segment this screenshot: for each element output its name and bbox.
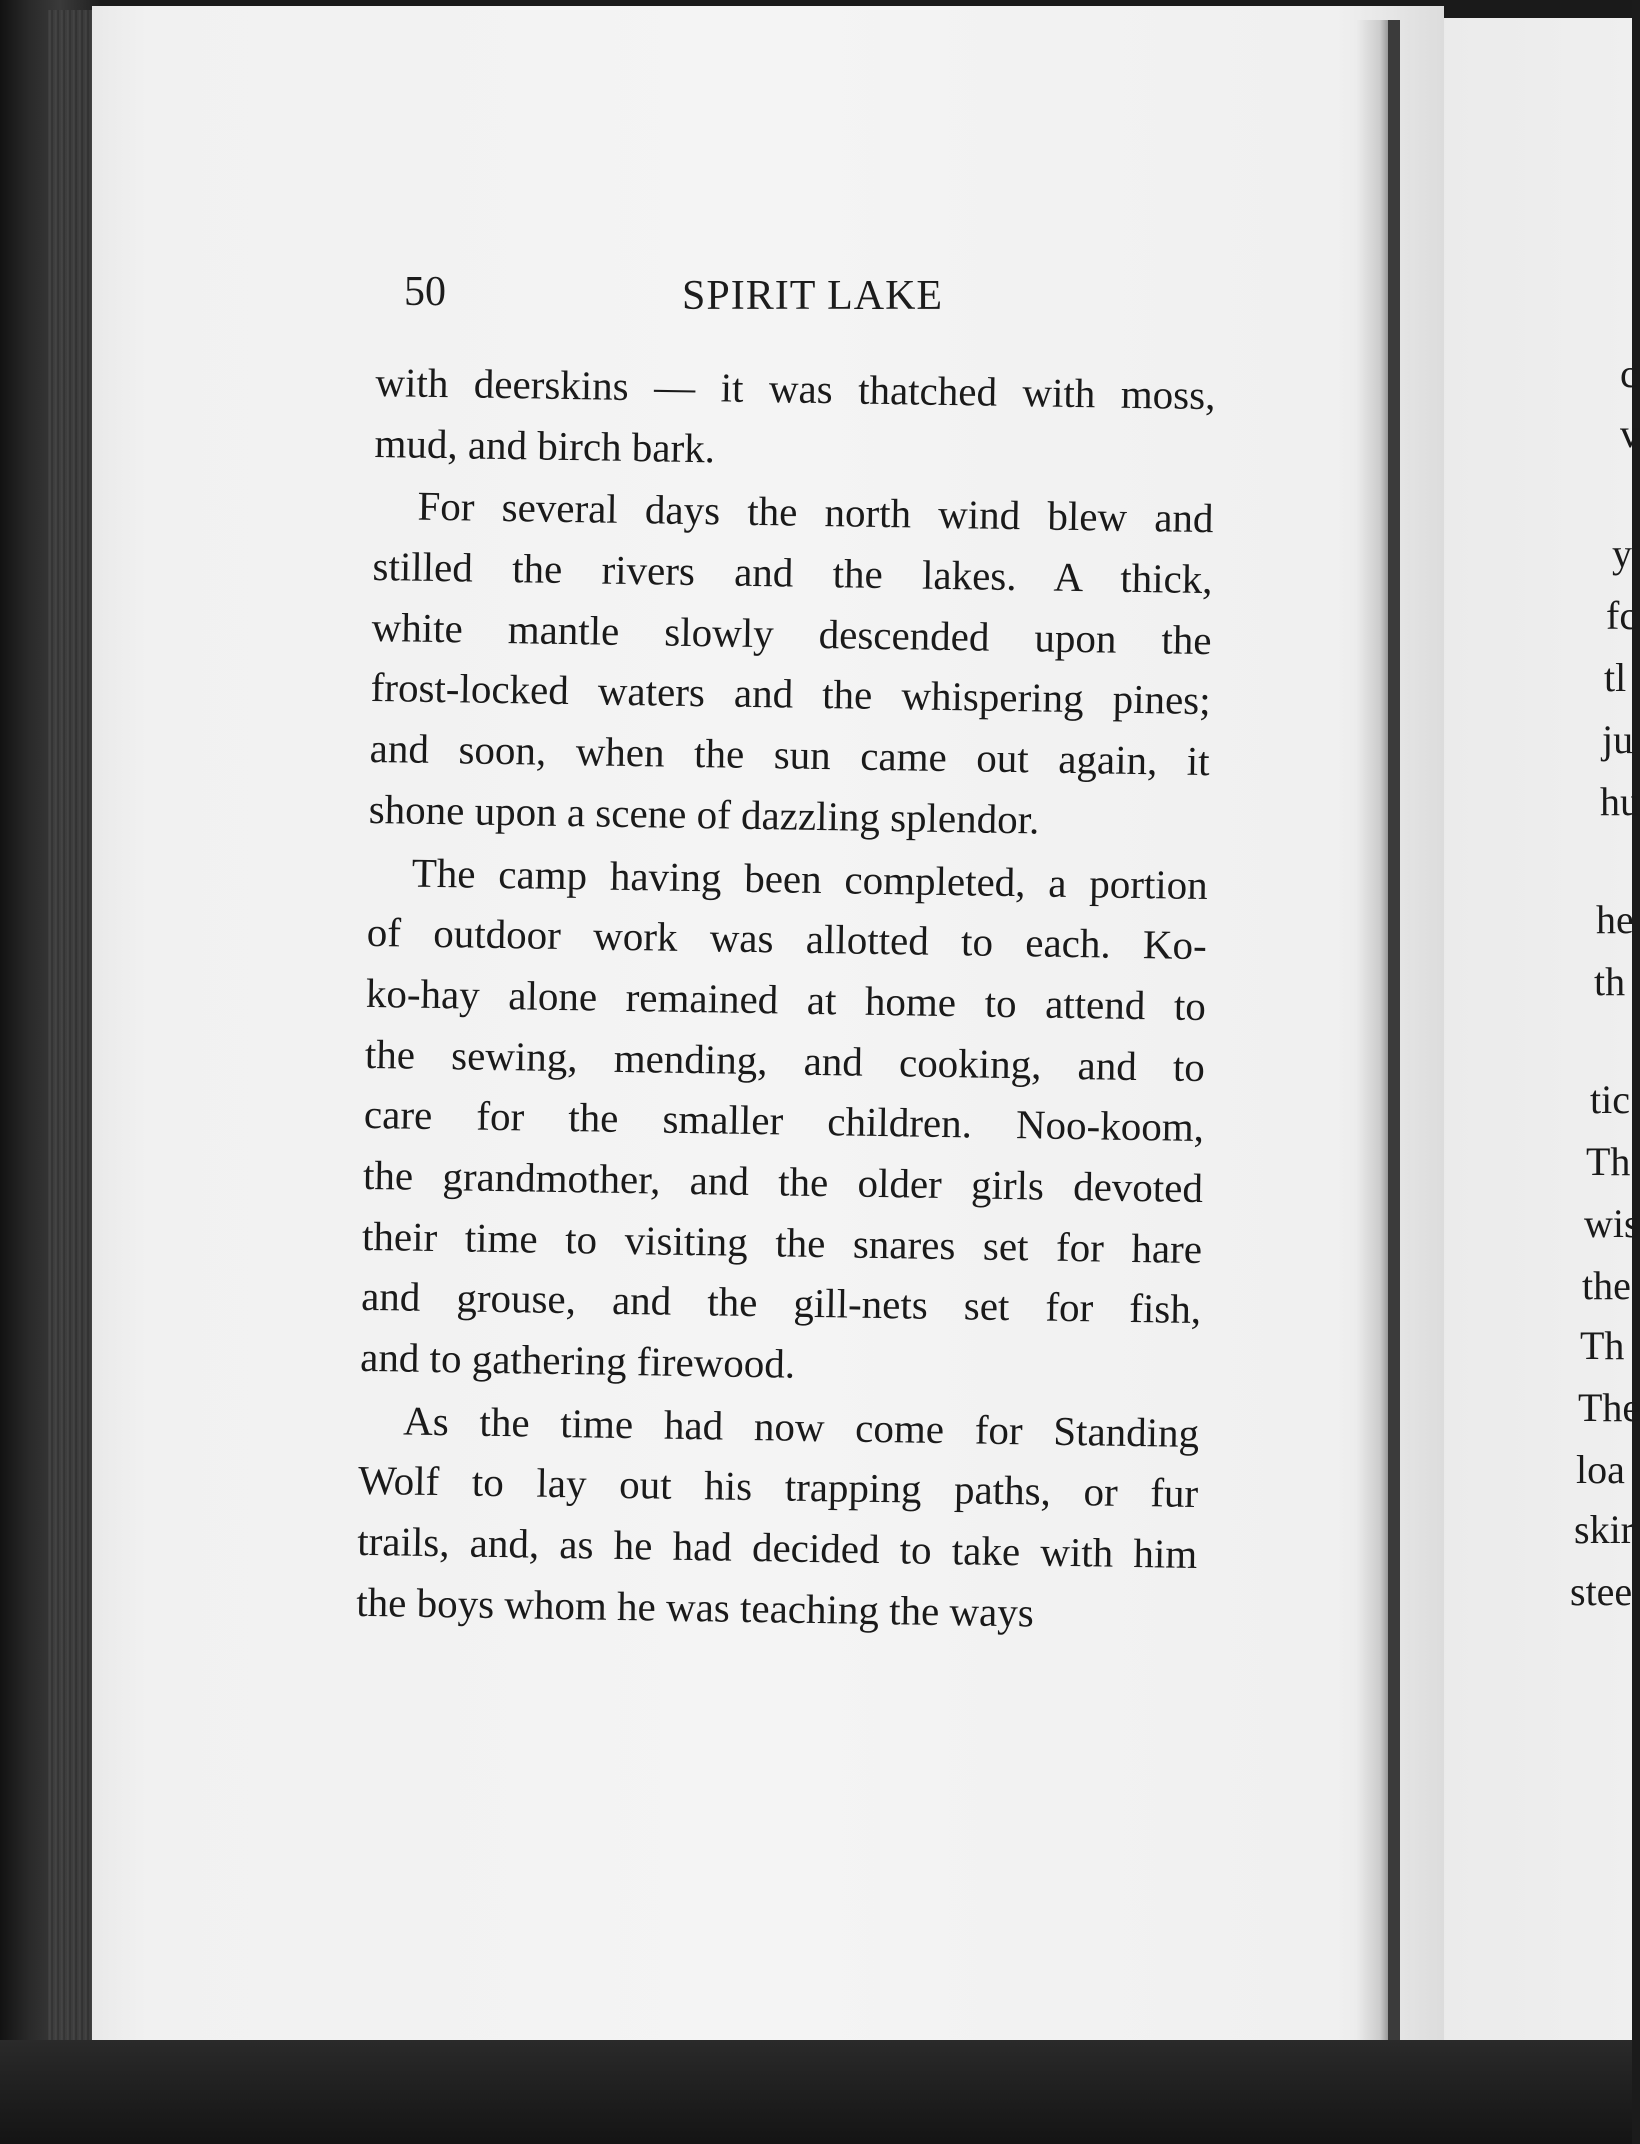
page-number: 50 (404, 269, 446, 315)
facing-page-fragment: loa (1576, 1447, 1625, 1492)
text-line: and to gathering firewood. (359, 1333, 796, 1387)
text-line: the boys whom he was teaching the ways (356, 1578, 1035, 1636)
text-line: with deerskins — it was thatched with moss, (375, 358, 1216, 419)
text-line: their time to visiting the snares set for hare (361, 1212, 1203, 1272)
facing-page-fragment: ju (1602, 717, 1634, 762)
facing-page-fragment: Th (1586, 1139, 1631, 1184)
body-text (356, 352, 1216, 1645)
facing-page-fragment: tic (1590, 1077, 1630, 1122)
text-line: As the time had now come for Standing (402, 1397, 1200, 1456)
text-line: stilled the rivers and the lakes. A thick, (372, 543, 1213, 603)
facing-page-fragment: skir (1574, 1507, 1634, 1552)
text-line: trails, and, as he had decided to take with him (356, 1517, 1198, 1578)
text-line: and grouse, and the gill-nets set for fish, (360, 1273, 1202, 1333)
text-line: The camp having been completed, a portion (411, 849, 1209, 908)
gutter-line (1388, 20, 1400, 2055)
facing-page-fragment: The (1578, 1385, 1640, 1430)
text-line: the grandmother, and the older girls devoted (362, 1151, 1204, 1212)
facing-page-fragment: th (1594, 959, 1626, 1004)
text-line: For several days the north wind blew and (417, 483, 1214, 542)
facing-page-fragment: v (1620, 411, 1640, 456)
text-line: shone upon a scene of dazzling splendor. (368, 785, 1040, 843)
text-line: care for the smaller children. Noo-koom, (363, 1091, 1205, 1151)
facing-page-fragment: Th (1580, 1323, 1625, 1368)
text-line: Wolf to lay out his trapping paths, or fur (357, 1457, 1199, 1517)
book-edge (0, 0, 100, 2144)
facing-page-fragment: fc (1606, 593, 1638, 638)
text-line: white mantle slowly descended upon the (371, 603, 1212, 663)
bottom-shadow (0, 2040, 1632, 2144)
running-head (404, 268, 964, 328)
text-line: and soon, when the sun came out again, it (369, 725, 1211, 785)
facing-page-fragment: tl (1604, 655, 1627, 700)
book-title: SPIRIT LAKE (682, 273, 944, 319)
page-stack-edge (48, 10, 93, 2050)
text-line: of outdoor work was allotted to each. Ko- (366, 909, 1208, 969)
text-line: ko-hay alone remained at home to attend to (365, 969, 1207, 1029)
facing-page-fragment: the (1582, 1263, 1631, 1308)
text-line: frost-locked waters and the whispering pines; (370, 664, 1211, 724)
text-line: mud, and birch bark. (374, 419, 716, 472)
text-line: the sewing, mending, and cooking, and to (364, 1030, 1206, 1090)
facing-page-fragment: c (1620, 351, 1638, 396)
facing-page-fragment: stee (1570, 1569, 1633, 1614)
facing-page-fragment: he (1596, 897, 1634, 942)
facing-page-fragment: wis (1584, 1201, 1640, 1246)
facing-page-fragment: hu (1600, 779, 1640, 824)
facing-page-fragment: y (1612, 531, 1632, 576)
